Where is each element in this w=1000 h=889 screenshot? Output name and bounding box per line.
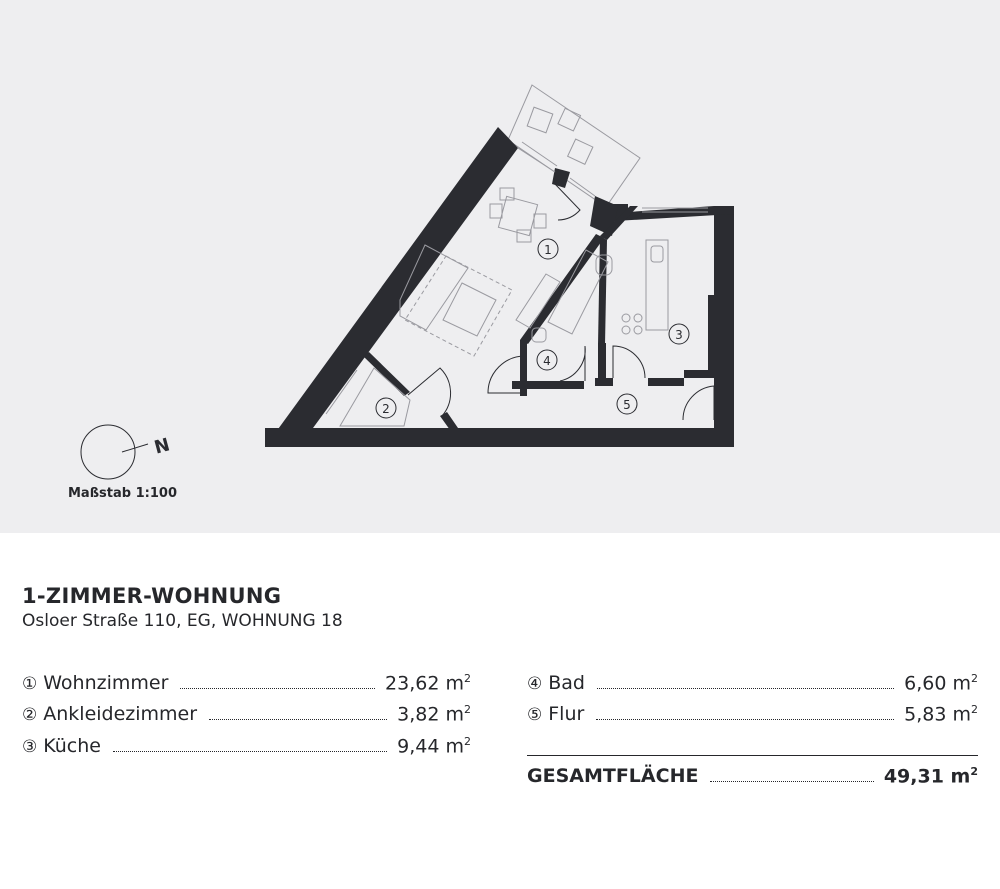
svg-text:2: 2: [382, 402, 390, 416]
north-arrow-icon: [81, 425, 172, 479]
room-name: Küche: [43, 735, 101, 757]
room-area: 3,82 $m^2$: [397, 702, 471, 725]
stove-burner: [634, 326, 642, 334]
room-row: [22, 670, 471, 694]
room-name: Wohnzimmer: [43, 672, 169, 694]
room-marker: ②: [22, 705, 38, 725]
dining-chair: [490, 204, 502, 218]
room-area: 9,44 $m^2$: [397, 734, 471, 757]
kitchen-sink: [651, 246, 663, 262]
room-area: 6,60 $m^2$: [904, 671, 978, 694]
exterior-wall-pillar: [552, 168, 570, 188]
exterior-wall-right: [714, 206, 734, 447]
room-marker-4: [537, 350, 557, 370]
balcony-chair: [558, 108, 581, 131]
coffee-table: [443, 283, 496, 336]
dot-leader: [180, 688, 375, 689]
total-area: 49,31 $m^2$: [883, 764, 978, 787]
balcony-table: [568, 139, 593, 164]
stove-burner: [622, 326, 630, 334]
svg-text:5: 5: [623, 398, 631, 412]
dot-leader: [596, 719, 894, 720]
room-row: [22, 701, 471, 725]
room-name: Flur: [548, 703, 585, 725]
room-area: 5,83 $m^2$: [904, 702, 978, 725]
room-marker-3: [669, 324, 689, 344]
dot-leader: [597, 688, 894, 689]
stove-burner: [634, 314, 642, 322]
total-label: GESAMTFLÄCHE: [527, 765, 699, 787]
svg-text:1: 1: [544, 243, 552, 257]
svg-text:3: 3: [675, 328, 683, 342]
room-name: Bad: [548, 672, 585, 694]
scale-label: Maßstab 1:100: [68, 486, 177, 501]
page-title: 1-ZIMMER-WOHNUNG: [22, 584, 282, 608]
room-row: [22, 733, 471, 757]
room-marker: ④: [527, 674, 543, 694]
room-name: Ankleidezimmer: [43, 703, 198, 725]
exterior-wall-diagonal: [265, 127, 518, 447]
svg-text:N: N: [152, 434, 173, 459]
total-divider: [527, 755, 978, 756]
room-marker-5: [617, 394, 637, 414]
svg-text:4: 4: [543, 354, 551, 368]
room-marker: ⑤: [527, 705, 543, 725]
room-row: [527, 701, 978, 725]
dot-leader: [209, 719, 387, 720]
exterior-wall-bottom: [265, 428, 731, 447]
dot-leader: [113, 751, 387, 752]
dot-leader: [710, 781, 873, 782]
room-marker: ①: [22, 674, 38, 694]
balcony-chair: [527, 107, 553, 133]
room-area: 23,62 $m^2$: [385, 671, 471, 694]
stove-burner: [622, 314, 630, 322]
total-row: [527, 761, 978, 787]
page-subtitle: Osloer Straße 110, EG, WOHNUNG 18: [22, 611, 343, 631]
room-marker: ③: [22, 737, 38, 757]
room-marker-2: [376, 398, 396, 418]
room-row: [527, 670, 978, 694]
dining-chair: [534, 214, 546, 228]
room-marker-1: [538, 239, 558, 259]
kitchen-counter: [646, 240, 668, 330]
